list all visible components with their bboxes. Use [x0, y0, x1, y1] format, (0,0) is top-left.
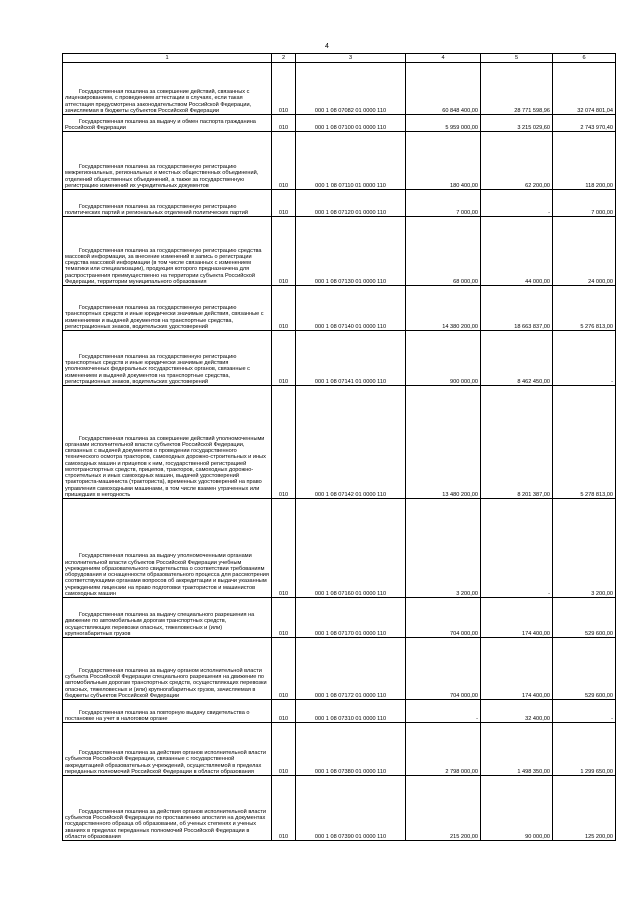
row-name: Государственная пошлина за государственную регистрацию средства массовой информации, за внесение изменений в запись о регистрации средства массовой информации (в том числе связанных с изменением тематики или специализации), продукция которого предназначена для распространения преимущественно на территории субъекта Российской Федерации, территории муниципального образования — [63, 217, 272, 286]
row-budget-code: 000 1 08 07160 01 0000 110 — [296, 499, 406, 598]
header-col-3: 3 — [296, 54, 406, 63]
row-name: Государственная пошлина за действия органов исполнительной власти субъектов Российской Федерации по проставлению апостиля на документах государственного образца об образовании, об ученых степенях и ученых званиях в пределах переданных полномочий Российской Федерации в области образования — [63, 776, 272, 841]
row-budget-code: 000 1 08 07082 01 0000 110 — [296, 63, 406, 115]
row-col4: 5 959 000,00 — [406, 115, 481, 132]
row-budget-code: 000 1 08 07110 01 0000 110 — [296, 132, 406, 190]
row-col5: 8 201 387,00 — [481, 386, 553, 499]
row-col4: 68 000,00 — [406, 217, 481, 286]
row-col5: 32 400,00 — [481, 700, 553, 723]
row-name: Государственная пошлина за выдачу органом исполнительной власти субъекта Российской Федерации специального разрешения на движение по автомобильным дорогам транспортных средств, осуществляющих перевозки опасных, тяжеловесных и (или) крупногабаритных грузов, зачисляемая в бюджеты субъектов Российской Федерации — [63, 638, 272, 700]
row-col6: 3 200,00 — [553, 499, 616, 598]
table-row — [63, 331, 616, 386]
row-col4: 13 480 200,00 — [406, 386, 481, 499]
table-row — [63, 115, 616, 132]
row-col5: 3 215 029,60 — [481, 115, 553, 132]
table-row — [63, 499, 616, 598]
row-col5: 28 771 598,96 — [481, 63, 553, 115]
table-row — [63, 723, 616, 776]
row-col5: 8 462 450,00 — [481, 331, 553, 386]
row-col4: - — [406, 700, 481, 723]
row-line-code: 010 — [272, 598, 296, 638]
row-col4: 2 798 000,00 — [406, 723, 481, 776]
row-name: Государственная пошлина за совершение действий, связанных с лицензированием, с проведением аттестации в случаях, если такая аттестация предусмотрена законодательством Российской Федерации, зачисляемая в бюджеты субъектов Российской Федерации — [63, 63, 272, 115]
row-name: Государственная пошлина за государственную регистрацию межрегиональных, региональных и местных общественных объединений, отделений общественных объединений, а также за государственную регистрацию изменений их учредительных документов — [63, 132, 272, 190]
row-col6: 118 200,00 — [553, 132, 616, 190]
row-line-code: 010 — [272, 499, 296, 598]
row-budget-code: 000 1 08 07170 01 0000 110 — [296, 598, 406, 638]
row-col4: 704 000,00 — [406, 598, 481, 638]
table-row — [63, 638, 616, 700]
row-col4: 180 400,00 — [406, 132, 481, 190]
row-line-code: 010 — [272, 700, 296, 723]
row-budget-code: 000 1 08 07310 01 0000 110 — [296, 700, 406, 723]
header-col-5: 5 — [481, 54, 553, 63]
table-row — [63, 63, 616, 115]
header-col-1: 1 — [63, 54, 272, 63]
row-col4: 900 000,00 — [406, 331, 481, 386]
table-row — [63, 700, 616, 723]
table-row — [63, 776, 616, 841]
row-line-code: 010 — [272, 723, 296, 776]
row-budget-code: 000 1 08 07141 01 0000 110 — [296, 331, 406, 386]
table-row — [63, 286, 616, 331]
row-line-code: 010 — [272, 190, 296, 217]
row-name: Государственная пошлина за выдачу уполномоченными органами исполнительной власти субъектов Российской Федерации учебным учреждениям образовательного свидетельства о соответствии требованиям оборудования и оснащенности образовательного процесса для рассмотрения соответствующими органами вопросов об аккредитации и выдачи указанным учреждениям лицензии на право подготовки трактористов и машинистов самоходных машин — [63, 499, 272, 598]
row-budget-code: 000 1 08 07120 01 0000 110 — [296, 190, 406, 217]
row-col5: 174 400,00 — [481, 598, 553, 638]
row-col4: 14 380 200,00 — [406, 286, 481, 331]
row-col6: 24 000,00 — [553, 217, 616, 286]
row-col6: 7 000,00 — [553, 190, 616, 217]
row-name: Государственная пошлина за выдачу специального разрешения на движение по автомобильным дорогам транспортных средств, осуществляющих перевозки опасных, тяжеловесных и (или) крупногабаритных грузов — [63, 598, 272, 638]
row-name: Государственная пошлина за государственную регистрацию политических партий и региональных отделений политических партий — [63, 190, 272, 217]
row-budget-code: 000 1 08 07100 01 0000 110 — [296, 115, 406, 132]
row-name: Государственная пошлина за государственную регистрацию транспортных средств и иные юридически значимые действия, связанные с изменениями и выдачей документов на транспортные средства, регистрационных знаков, водительских удостоверений — [63, 286, 272, 331]
row-name: Государственная пошлина за повторную выдачу свидетельства о постановке на учет в налоговом органе — [63, 700, 272, 723]
row-line-code: 010 — [272, 63, 296, 115]
row-col4: 60 848 400,00 — [406, 63, 481, 115]
row-col6: 2 743 970,40 — [553, 115, 616, 132]
row-line-code: 010 — [272, 217, 296, 286]
row-col4: 3 200,00 — [406, 499, 481, 598]
row-col6: 529 600,00 — [553, 638, 616, 700]
row-col6: 529 600,00 — [553, 598, 616, 638]
table-row — [63, 386, 616, 499]
row-col4: 7 000,00 — [406, 190, 481, 217]
row-col5: 62 200,00 — [481, 132, 553, 190]
row-name: Государственная пошлина за выдачу и обмен паспорта гражданина Российской Федерации — [63, 115, 272, 132]
row-col6: 5 276 813,00 — [553, 286, 616, 331]
header-col-6: 6 — [553, 54, 616, 63]
header-col-2: 2 — [272, 54, 296, 63]
row-col5: - — [481, 190, 553, 217]
header-col-4: 4 — [406, 54, 481, 63]
row-col6: - — [553, 331, 616, 386]
row-name: Государственная пошлина за действия органов исполнительной власти субъектов Российской Федерации, связанные с государственной аккредитацией образовательных учреждений, осуществляемой в пределах переданных полномочий Российской Федерации в области образования — [63, 723, 272, 776]
row-col6: 5 278 813,00 — [553, 386, 616, 499]
row-line-code: 010 — [272, 132, 296, 190]
row-line-code: 010 — [272, 386, 296, 499]
row-col5: 44 000,00 — [481, 217, 553, 286]
row-budget-code: 000 1 08 07380 01 0000 110 — [296, 723, 406, 776]
row-budget-code: 000 1 08 07142 01 0000 110 — [296, 386, 406, 499]
page-number: 4 — [325, 43, 329, 50]
row-line-code: 010 — [272, 638, 296, 700]
row-line-code: 010 — [272, 115, 296, 132]
row-col4: 215 200,00 — [406, 776, 481, 841]
row-col6: - — [553, 700, 616, 723]
row-col4: 704 000,00 — [406, 638, 481, 700]
table-row — [63, 598, 616, 638]
row-budget-code: 000 1 08 07140 01 0000 110 — [296, 286, 406, 331]
row-budget-code: 000 1 08 07130 01 0000 110 — [296, 217, 406, 286]
row-line-code: 010 — [272, 286, 296, 331]
row-budget-code: 000 1 08 07390 01 0000 110 — [296, 776, 406, 841]
row-col6: 32 074 801,04 — [553, 63, 616, 115]
row-line-code: 010 — [272, 776, 296, 841]
revenue-table — [62, 53, 616, 841]
row-col6: 1 299 650,00 — [553, 723, 616, 776]
row-name: Государственная пошлина за совершение действий уполномоченными органами исполнительной власти субъектов Российской Федерации, связанных с выдачей документов о проведении государственного технического осмотра тракторов, самоходных дорожно-строительных и иных самоходных машин и прицепов к ним, государственной регистрацией мототранспортных средств, прицепов, тракторов, самоходных дорожно-строительных и иных самоходных машин, выдачей удостоверений тракториста-машиниста (тракториста), временных удостоверений на право управления самоходными машинами, в том числе взамен утраченных или пришедших в негодность — [63, 386, 272, 499]
row-line-code: 010 — [272, 331, 296, 386]
row-col5: - — [481, 499, 553, 598]
row-col5: 174 400,00 — [481, 638, 553, 700]
row-col5: 90 000,00 — [481, 776, 553, 841]
row-name: Государственная пошлина за государственную регистрацию транспортных средств и иные юридически значимые действия уполномоченных федеральных государственных органов, связанные с изменением и выдачей документов на транспортные средства, регистрационных знаков, водительских удостоверений — [63, 331, 272, 386]
header-row — [63, 54, 616, 63]
row-budget-code: 000 1 08 07172 01 0000 110 — [296, 638, 406, 700]
table-row — [63, 190, 616, 217]
table-row — [63, 132, 616, 190]
row-col5: 1 498 350,00 — [481, 723, 553, 776]
row-col6: 125 200,00 — [553, 776, 616, 841]
table-row — [63, 217, 616, 286]
row-col5: 18 663 837,00 — [481, 286, 553, 331]
